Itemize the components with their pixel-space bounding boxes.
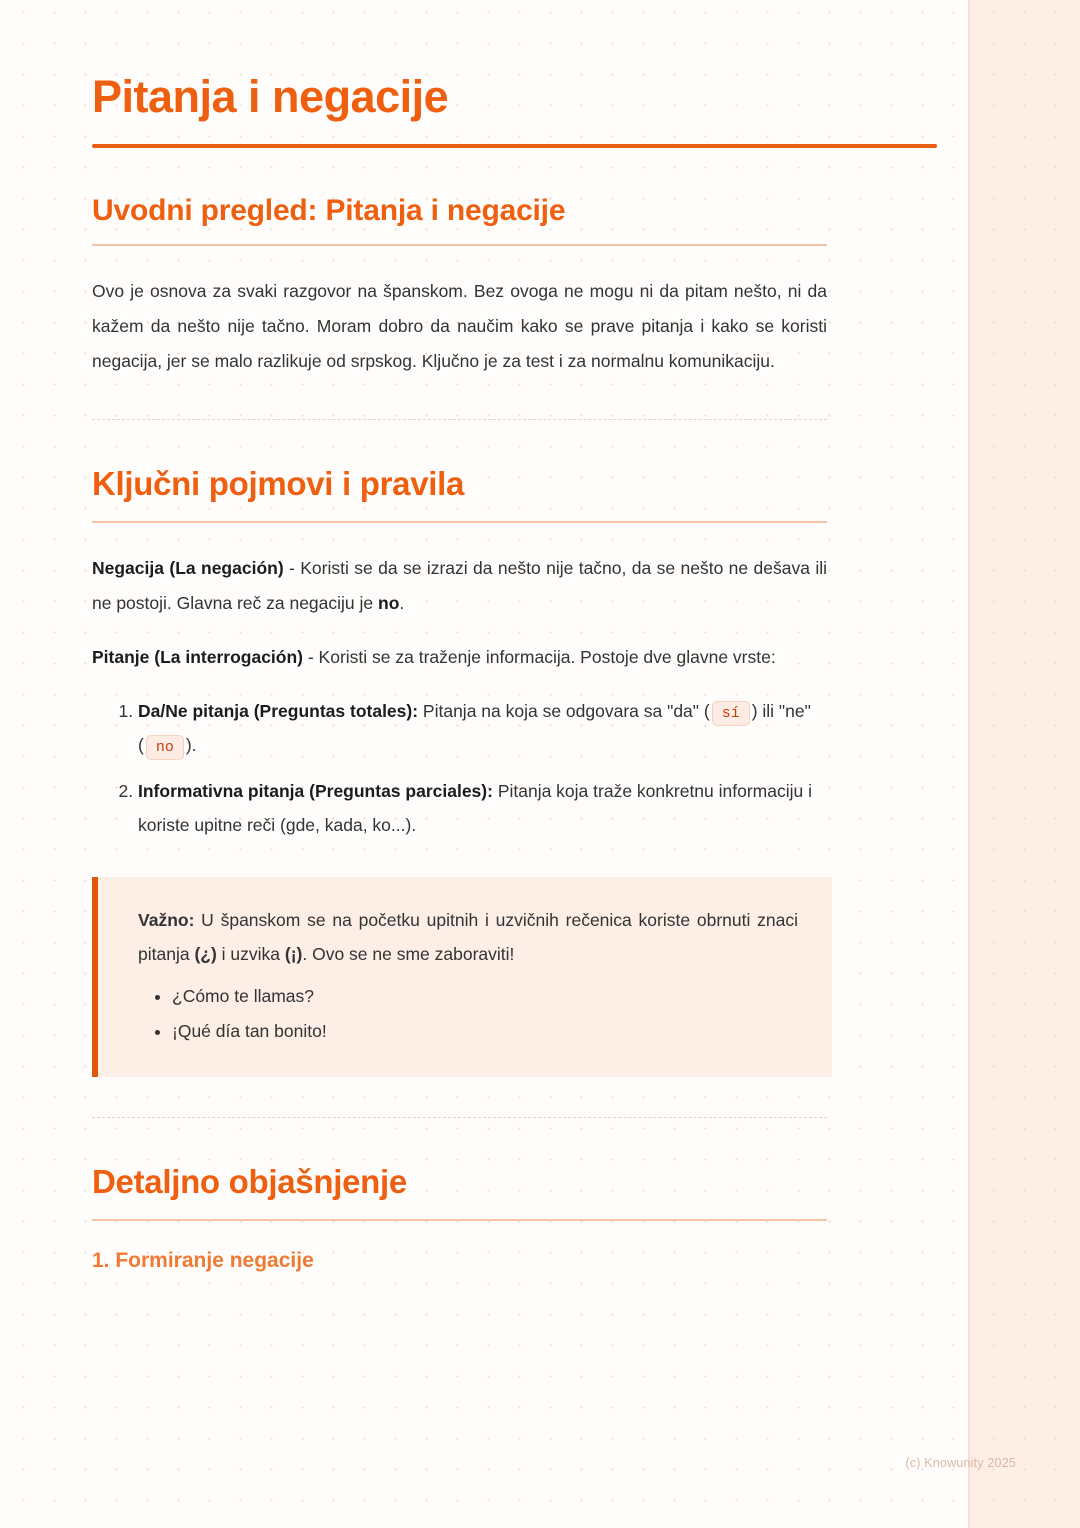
callout-text-2: i uzvika <box>216 943 285 964</box>
list-item <box>138 694 838 763</box>
callout-label: Važno: <box>138 909 195 930</box>
term-pitanje <box>92 640 827 674</box>
callout-text-1: U španskom se na početku upitnih i uzvičnih rečenica koriste obrnuti znaci pitanja <box>138 909 798 964</box>
right-margin-strip <box>968 0 1080 1528</box>
section-heading-detailed: Detaljno objašnjenje <box>92 1162 407 1200</box>
list-item-text-1a: Pitanja na koja se odgovara sa "da" ( <box>418 700 710 721</box>
content-divider-2 <box>92 1117 827 1119</box>
section-heading-overview: Uvodni pregled: Pitanja i negacije <box>92 194 566 228</box>
title-divider <box>92 144 937 148</box>
callout-text <box>138 903 798 971</box>
overview-paragraph: Ovo je osnova za svaki razgovor na španskom. Bez ovoga ne mogu ni da pitam nešto, ni da kažem da nešto nije tačno. Moram dobro da naučim kako se prave pitanja i kako se koristi negacija, jer se malo razlikuje od srpskog. Ključno je za test i za normalnu komunikaciju. <box>92 281 827 372</box>
subsection-heading-negation-forming: 1. Formiranje negacije <box>92 1248 314 1272</box>
question-types-list <box>92 694 838 843</box>
code-no: no <box>146 735 184 760</box>
list-item-text-2a: Pitanja koja traže konkretnu informaciju i koriste upitne reči (gde, kada, ko...). <box>138 781 812 836</box>
section-divider-key-concepts <box>92 521 827 523</box>
content-divider-1 <box>92 419 827 421</box>
term-text-negacija-end: . <box>399 592 405 613</box>
list-item-label-1: Da/Ne pitanja (Preguntas totales): <box>138 700 419 721</box>
term-negacija <box>92 551 827 619</box>
callout-examples-list <box>138 979 798 1049</box>
page-title: Pitanja i negacije <box>92 71 449 122</box>
list-item-text-1c: ). <box>185 735 197 756</box>
copyright-footer: (c) Knowunity 2025 <box>905 1456 1016 1470</box>
code-si: sí <box>712 701 750 726</box>
term-label-negacija: Negacija (La negación) <box>92 558 284 579</box>
callout-text-3: . Ovo se ne sme zaboraviti! <box>302 943 515 964</box>
callout-symbol-exclamation: (¡) <box>284 943 303 964</box>
important-callout <box>92 877 832 1077</box>
section-heading-key-concepts: Ključni pojmovi i pravila <box>92 465 465 503</box>
list-item-label-2: Informativna pitanja (Preguntas parciales): <box>138 781 493 802</box>
list-item <box>138 774 838 842</box>
section-divider-detailed <box>92 1219 827 1221</box>
term-label-pitanje: Pitanje (La interrogación) <box>92 646 303 667</box>
list-item-text-1b: ) ili "ne" ( <box>138 700 811 756</box>
term-text-negacija: - Koristi se da se izrazi da nešto nije tačno, da se nešto ne dešava ili ne postoji. Glavna reč za negaciju je <box>92 558 828 613</box>
term-text-pitanje: - Koristi se za traženje informacija. Postoje dve glavne vrste: <box>303 646 776 667</box>
callout-symbol-question: (¿) <box>194 943 217 964</box>
list-item: • ¿Cómo te llamas? <box>172 979 798 1014</box>
term-keyword-no: no <box>378 592 400 613</box>
section-divider-overview <box>92 244 827 246</box>
document-content <box>92 72 832 1273</box>
list-item: • ¡Qué día tan bonito! <box>172 1014 798 1049</box>
